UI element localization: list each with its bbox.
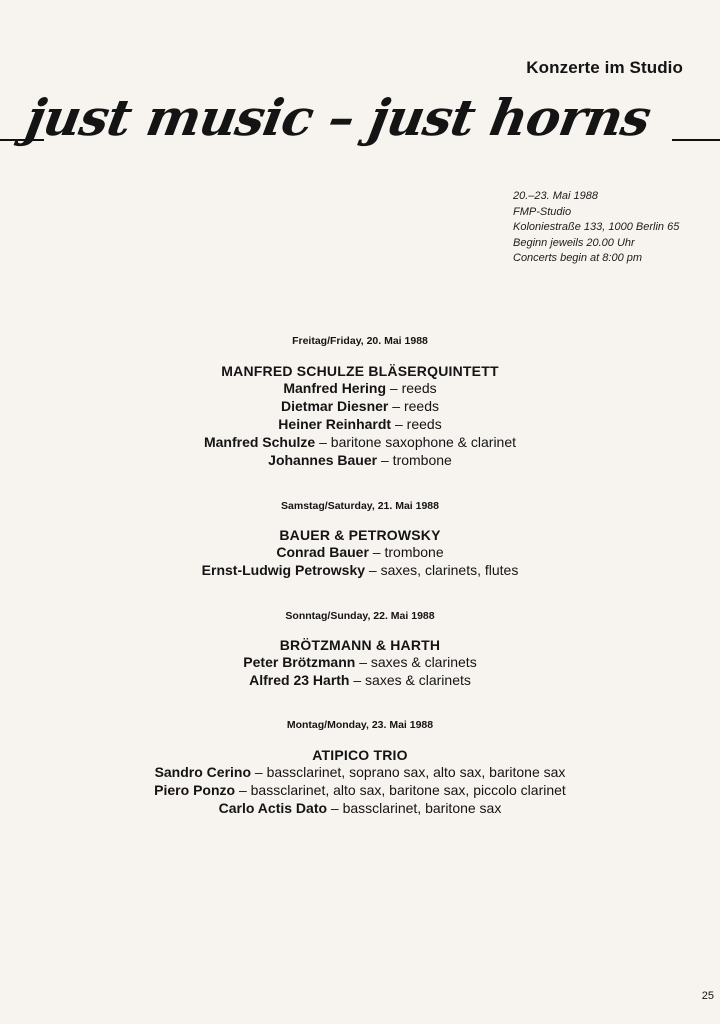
- series-title: Konzerte im Studio: [526, 58, 683, 77]
- member-role: – bassclarinet, baritone sax: [327, 800, 502, 816]
- member-line: [0, 433, 720, 451]
- member-name: Carlo Actis Dato: [218, 800, 328, 816]
- member-role: – baritone saxophone & clarinet: [315, 434, 517, 450]
- day-heading: Freitag/Friday, 20. Mai 1988: [292, 335, 428, 347]
- member-role: – trombone: [368, 544, 444, 560]
- member-line: [0, 561, 720, 579]
- member-role: – saxes & clarinets: [355, 654, 477, 670]
- member-name: Piero Ponzo: [154, 782, 236, 798]
- info-start-en: Concerts begin at 8:00 pm: [513, 252, 643, 264]
- script-title: just music – just horns: [21, 88, 655, 147]
- info-address: Koloniestraße 133, 1000 Berlin 65: [513, 221, 680, 233]
- member-line: [0, 415, 720, 433]
- member-name: Ernst-Ludwig Petrowsky: [201, 562, 366, 578]
- member-line: [0, 671, 720, 689]
- day-section: [0, 610, 720, 689]
- title-rule-right: [672, 139, 720, 141]
- group-name: BRÖTZMANN & HARTH: [279, 637, 441, 653]
- day-heading: Sonntag/Sunday, 22. Mai 1988: [285, 610, 435, 622]
- member-line: [0, 653, 720, 671]
- event-info: [513, 189, 679, 267]
- member-name: Heiner Reinhardt: [278, 416, 392, 432]
- member-name: Dietmar Diesner: [281, 398, 389, 414]
- member-name: Peter Brötzmann: [243, 654, 356, 670]
- member-line: [0, 781, 720, 799]
- member-name: Johannes Bauer: [268, 452, 378, 468]
- member-role: – bassclarinet, alto sax, baritone sax, piccolo clarinet: [235, 782, 566, 798]
- page-number: 25: [701, 990, 714, 1002]
- member-name: Sandro Cerino: [154, 764, 252, 780]
- group-name: ATIPICO TRIO: [312, 747, 408, 763]
- info-start-de: Beginn jeweils 20.00 Uhr: [513, 236, 635, 249]
- member-name: Alfred 23 Harth: [249, 672, 350, 688]
- member-line: [0, 543, 720, 561]
- member-role: – trombone: [377, 452, 452, 468]
- member-line: [0, 379, 720, 397]
- member-name: Conrad Bauer: [276, 544, 369, 560]
- script-title-banner: [0, 88, 720, 172]
- member-line: [0, 799, 720, 817]
- day-section: [0, 500, 720, 579]
- member-role: – reeds: [388, 398, 439, 414]
- member-name: Manfred Schulze: [203, 434, 316, 450]
- info-venue: FMP-Studio: [513, 205, 572, 218]
- member-role: – saxes, clarinets, flutes: [365, 562, 519, 578]
- member-name: Manfred Hering: [283, 380, 387, 396]
- day-heading: Montag/Monday, 23. Mai 1988: [286, 719, 434, 731]
- member-line: [0, 451, 720, 469]
- day-section: [0, 335, 720, 469]
- day-section: [0, 719, 720, 817]
- member-role: – bassclarinet, soprano sax, alto sax, baritone sax: [251, 764, 566, 780]
- member-line: [0, 763, 720, 781]
- day-heading: Samstag/Saturday, 21. Mai 1988: [281, 500, 439, 512]
- member-role: – reeds: [391, 416, 442, 432]
- group-name: MANFRED SCHULZE BLÄSERQUINTETT: [221, 363, 499, 379]
- member-role: – saxes & clarinets: [349, 672, 471, 688]
- member-role: – reeds: [386, 380, 437, 396]
- group-name: BAUER & PETROWSKY: [279, 527, 441, 543]
- member-line: [0, 397, 720, 415]
- info-dates: 20.–23. Mai 1988: [513, 190, 599, 202]
